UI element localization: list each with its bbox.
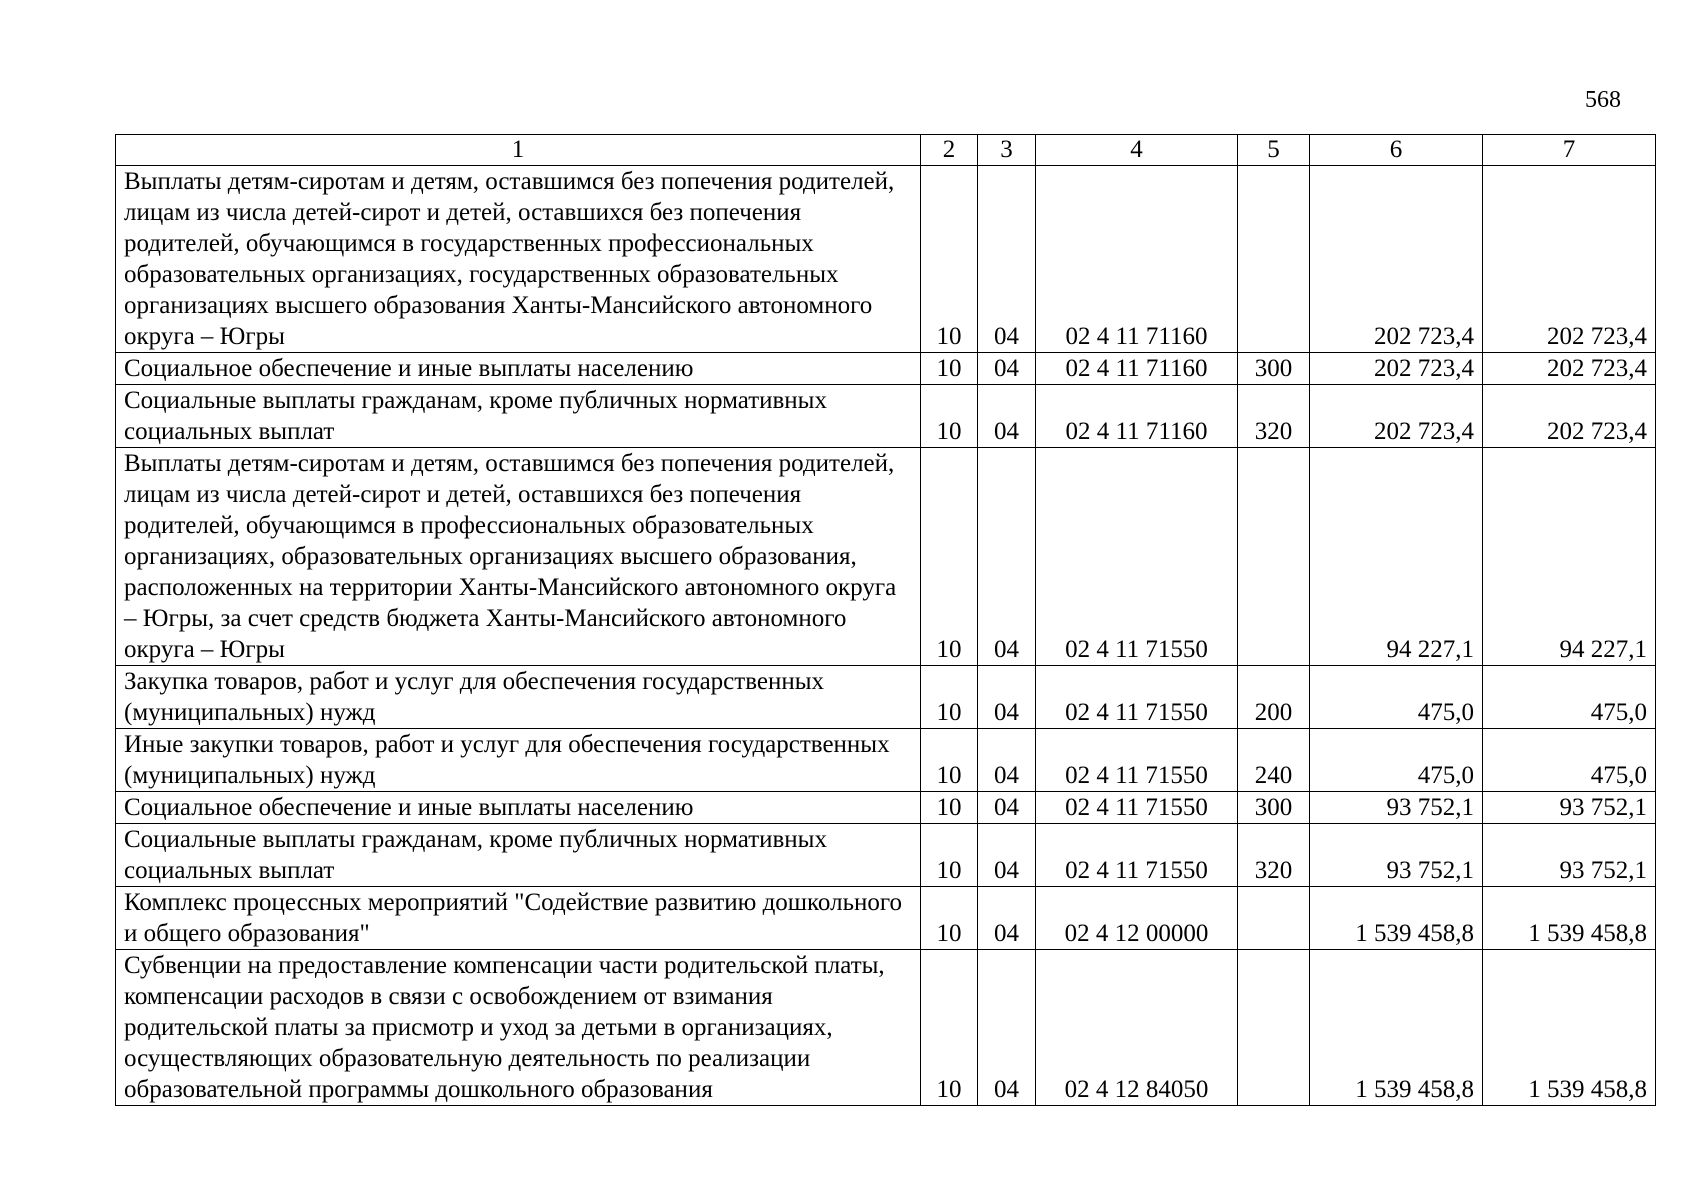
row-subsection-code: 04 (978, 666, 1036, 729)
row-expense-type-code: 300 (1238, 353, 1310, 385)
table-body (116, 166, 1656, 1106)
table-row (116, 950, 1656, 1106)
row-expense-type-code: 320 (1238, 385, 1310, 448)
row-section-code: 10 (921, 792, 978, 824)
table-row (116, 353, 1656, 385)
budget-table (115, 134, 1656, 1106)
row-amount-col6: 202 723,4 (1310, 385, 1483, 448)
row-subsection-code: 04 (978, 824, 1036, 887)
row-target-article-code: 02 4 11 71550 (1036, 792, 1238, 824)
row-amount-col6: 202 723,4 (1310, 166, 1483, 353)
row-expense-type-code (1238, 950, 1310, 1106)
row-section-code: 10 (921, 166, 978, 353)
table-row (116, 166, 1656, 353)
row-amount-col6: 475,0 (1310, 666, 1483, 729)
table-row (116, 824, 1656, 887)
row-description: Выплаты детям-сиротам и детям, оставшимся без попечения родителей, лицам из числа детей-сирот и детей, оставшихся без попечения родителей, обучающимся в государственных профессиональных образовательных организациях, государственных образовательных организациях высшего образования Ханты-Мансийского автономного округа – Югры (116, 166, 921, 353)
row-amount-col7: 202 723,4 (1483, 166, 1656, 353)
header-cell: 7 (1483, 135, 1656, 166)
row-amount-col7: 93 752,1 (1483, 792, 1656, 824)
row-section-code: 10 (921, 950, 978, 1106)
row-target-article-code: 02 4 11 71550 (1036, 666, 1238, 729)
row-subsection-code: 04 (978, 950, 1036, 1106)
header-cell: 3 (978, 135, 1036, 166)
row-description: Социальное обеспечение и иные выплаты населению (116, 353, 921, 385)
row-subsection-code: 04 (978, 887, 1036, 950)
row-amount-col6: 93 752,1 (1310, 792, 1483, 824)
row-amount-col7: 202 723,4 (1483, 353, 1656, 385)
row-description: Субвенции на предоставление компенсации части родительской платы, компенсации расходов в связи с освобождением от взимания родительской платы за присмотр и уход за детьми в организациях, осуществляющих образовательную деятельность по реализации образовательной программы дошкольного образования (116, 950, 921, 1106)
row-amount-col6: 93 752,1 (1310, 824, 1483, 887)
row-subsection-code: 04 (978, 385, 1036, 448)
row-amount-col7: 475,0 (1483, 729, 1656, 792)
row-target-article-code: 02 4 11 71160 (1036, 166, 1238, 353)
header-cell: 5 (1238, 135, 1310, 166)
row-amount-col7: 1 539 458,8 (1483, 887, 1656, 950)
header-cell: 6 (1310, 135, 1483, 166)
row-target-article-code: 02 4 11 71160 (1036, 353, 1238, 385)
row-expense-type-code (1238, 448, 1310, 666)
row-target-article-code: 02 4 11 71550 (1036, 729, 1238, 792)
table-row (116, 666, 1656, 729)
table-row (116, 729, 1656, 792)
row-expense-type-code (1238, 166, 1310, 353)
row-expense-type-code (1238, 887, 1310, 950)
row-expense-type-code: 300 (1238, 792, 1310, 824)
row-section-code: 10 (921, 824, 978, 887)
row-amount-col6: 202 723,4 (1310, 353, 1483, 385)
row-amount-col6: 475,0 (1310, 729, 1483, 792)
row-target-article-code: 02 4 11 71550 (1036, 824, 1238, 887)
table-row (116, 448, 1656, 666)
row-section-code: 10 (921, 385, 978, 448)
table-row (116, 887, 1656, 950)
row-amount-col7: 475,0 (1483, 666, 1656, 729)
row-subsection-code: 04 (978, 353, 1036, 385)
row-description: Социальные выплаты гражданам, кроме публичных нормативных социальных выплат (116, 824, 921, 887)
row-section-code: 10 (921, 448, 978, 666)
row-expense-type-code: 240 (1238, 729, 1310, 792)
header-row (116, 135, 1656, 166)
row-subsection-code: 04 (978, 448, 1036, 666)
header-cell: 2 (921, 135, 978, 166)
row-subsection-code: 04 (978, 792, 1036, 824)
row-description: Социальное обеспечение и иные выплаты населению (116, 792, 921, 824)
row-description: Комплекс процессных мероприятий "Содействие развитию дошкольного и общего образования" (116, 887, 921, 950)
row-section-code: 10 (921, 666, 978, 729)
row-amount-col7: 94 227,1 (1483, 448, 1656, 666)
page-number: 568 (1585, 87, 1621, 113)
table-row (116, 792, 1656, 824)
row-amount-col6: 1 539 458,8 (1310, 887, 1483, 950)
row-expense-type-code: 200 (1238, 666, 1310, 729)
row-description: Выплаты детям-сиротам и детям, оставшимся без попечения родителей, лицам из числа детей-сирот и детей, оставшихся без попечения родителей, обучающимся в профессиональных образовательных организациях, образовательных организациях высшего образования, расположенных на территории Ханты-Мансийского автономного округа – Югры, за счет средств бюджета Ханты-Мансийского автономного округа – Югры (116, 448, 921, 666)
table-row (116, 385, 1656, 448)
row-amount-col6: 1 539 458,8 (1310, 950, 1483, 1106)
row-amount-col7: 202 723,4 (1483, 385, 1656, 448)
row-section-code: 10 (921, 887, 978, 950)
row-description: Социальные выплаты гражданам, кроме публичных нормативных социальных выплат (116, 385, 921, 448)
row-target-article-code: 02 4 12 00000 (1036, 887, 1238, 950)
row-subsection-code: 04 (978, 729, 1036, 792)
row-description: Иные закупки товаров, работ и услуг для обеспечения государственных (муниципальных) нужд (116, 729, 921, 792)
row-subsection-code: 04 (978, 166, 1036, 353)
row-section-code: 10 (921, 729, 978, 792)
row-section-code: 10 (921, 353, 978, 385)
header-cell: 4 (1036, 135, 1238, 166)
row-amount-col7: 93 752,1 (1483, 824, 1656, 887)
row-amount-col6: 94 227,1 (1310, 448, 1483, 666)
row-amount-col7: 1 539 458,8 (1483, 950, 1656, 1106)
row-target-article-code: 02 4 11 71550 (1036, 448, 1238, 666)
header-cell: 1 (116, 135, 921, 166)
row-target-article-code: 02 4 12 84050 (1036, 950, 1238, 1106)
row-description: Закупка товаров, работ и услуг для обеспечения государственных (муниципальных) нужд (116, 666, 921, 729)
row-target-article-code: 02 4 11 71160 (1036, 385, 1238, 448)
row-expense-type-code: 320 (1238, 824, 1310, 887)
